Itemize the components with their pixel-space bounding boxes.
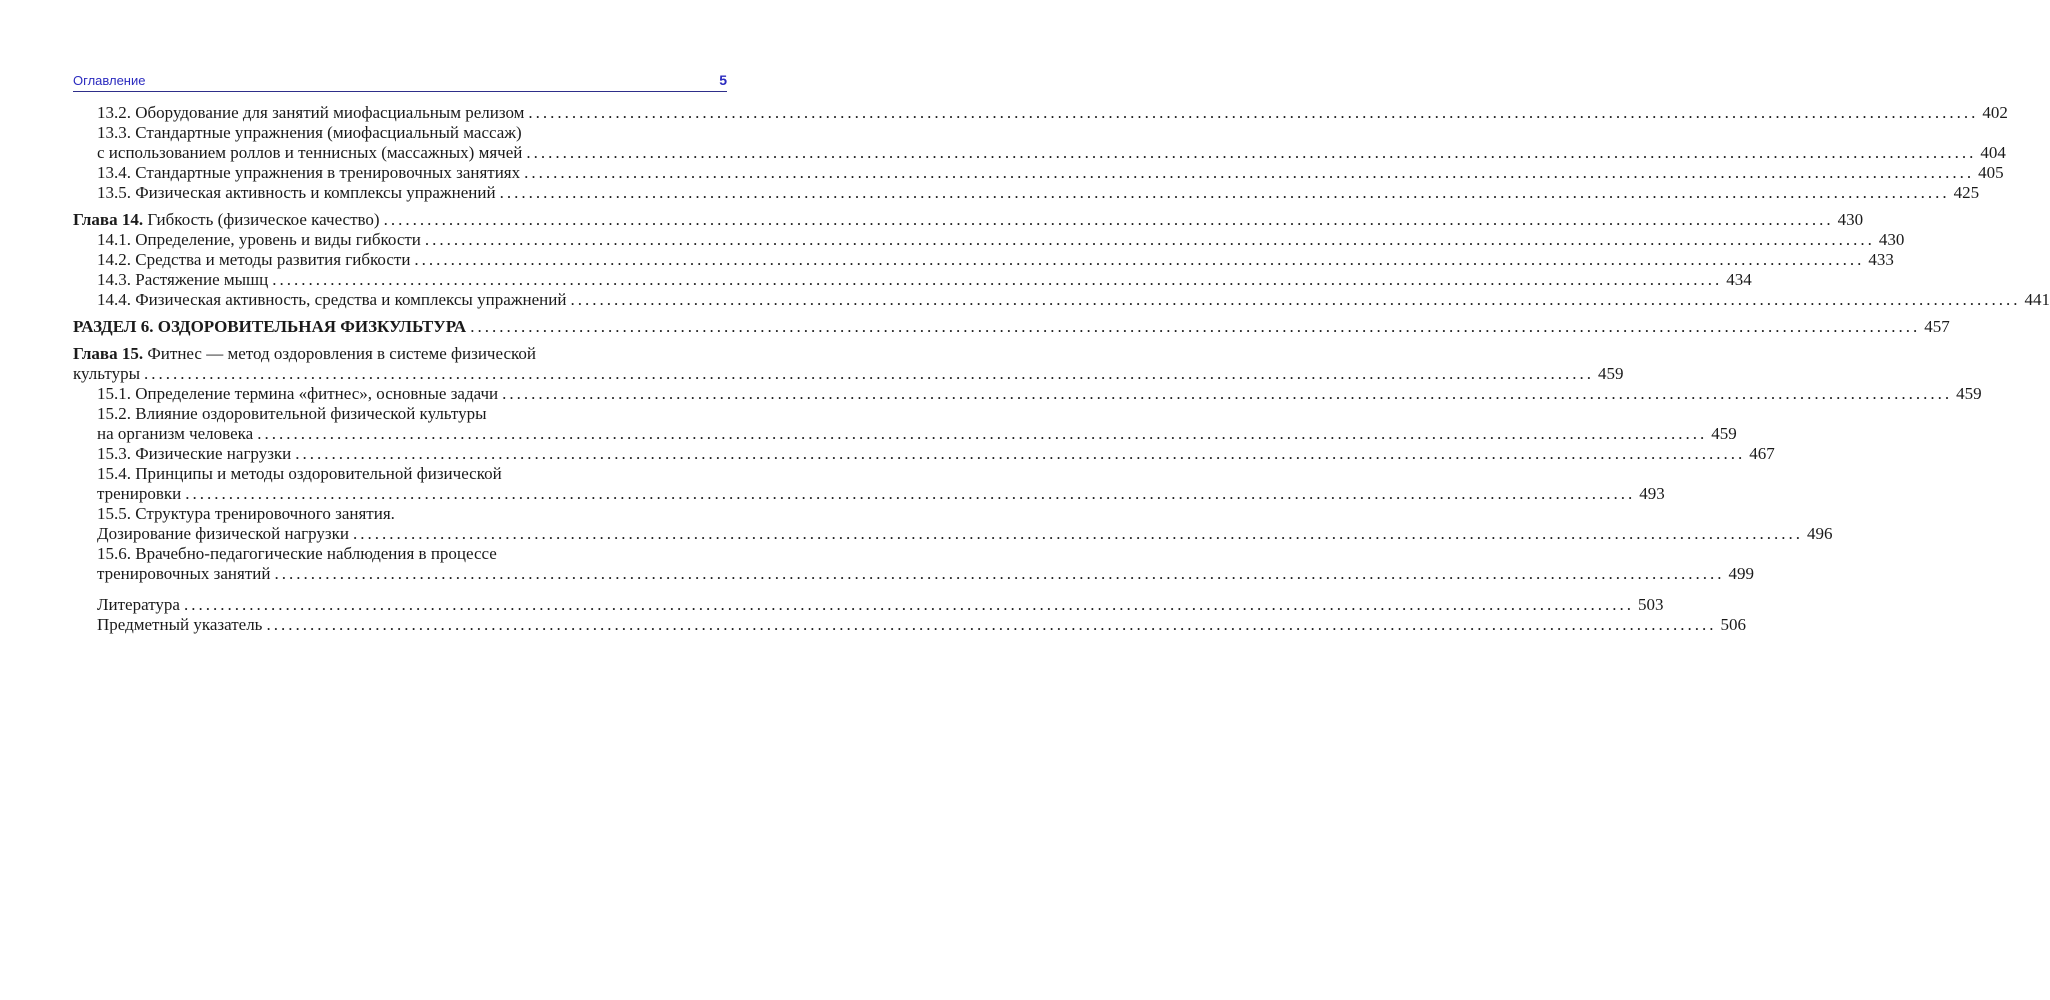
toc-entry-text: 13.2. Оборудование для занятий миофасциальным релизом [97,103,525,122]
leader-dots: ........................................................................................................................................................................................................ [144,364,1594,383]
toc-entry-page: 457 [1924,317,1950,336]
toc-entry-page: 467 [1749,444,1775,463]
toc-entry-text: 13.4. Стандартные упражнения в тренировочных занятиях [97,163,521,182]
chapter-title: Гибкость (физическое качество) [143,210,380,229]
toc-entry-15-6-line2[interactable] [73,564,1754,584]
toc-entry-14-2[interactable] [73,250,1894,270]
toc-entry-page: 459 [1598,364,1624,383]
spacer [73,203,727,210]
section-title: РАЗДЕЛ 6. ОЗДОРОВИТЕЛЬНАЯ ФИЗКУЛЬТУРА [73,317,467,336]
toc-entry-page: 425 [1953,183,1980,202]
toc-entry-15-4-line2[interactable] [73,484,1665,504]
toc-entry-page: 459 [1711,424,1737,443]
running-header-page-number: 5 [719,72,727,88]
toc-entry-13-5[interactable] [73,183,1980,203]
leader-dots: ........................................................................................................................................................................................................ [266,615,1717,634]
toc-entry-text: 15.1. Определение термина «фитнес», основные задачи [97,384,499,403]
running-header-title: Оглавление [73,73,146,88]
leader-dots: ........................................................................................................................................................................................................ [257,424,1708,443]
leader-dots: ........................................................................................................................................................................................................ [502,384,1953,403]
toc-entry-page: 430 [1878,230,1905,249]
toc-entry-page: 430 [1837,210,1864,229]
leader-dots: ........................................................................................................................................................................................................ [499,183,1950,202]
toc-entry-15-5-line1[interactable]: 15.5. Структура тренировочного занятия. [97,504,395,523]
toc-entry-page: 506 [1720,615,1746,634]
leader-dots: ........................................................................................................................................................................................................ [570,290,2021,309]
toc-entry-page: 496 [1806,524,1833,543]
chapter-title: Фитнес — метод оздоровления в системе физической [143,344,536,363]
toc-chapter-15-line1[interactable] [73,344,727,364]
chapter-prefix: Глава 15. [73,344,144,363]
toc-entry-15-2-line2[interactable] [73,424,1737,444]
toc-entry-page: 499 [1728,564,1754,583]
spacer [73,584,727,595]
spacer [73,310,727,317]
spacer [73,337,727,344]
toc-entry-text: с использованием роллов и теннисных (массажных) мячей [97,143,523,162]
leader-dots: ........................................................................................................................................................................................................ [524,163,1975,182]
toc-entry-14-3[interactable] [73,270,1752,290]
toc-entry-13-4[interactable] [73,163,2004,183]
table-of-contents [73,103,2050,635]
toc-entry-text: 14.1. Определение, уровень и виды гибкости [97,230,421,249]
toc-entry-15-5-line2[interactable] [73,524,1833,544]
leader-dots: ........................................................................................................................................................................................................ [185,484,1636,503]
toc-entry-14-4[interactable] [73,290,2050,310]
leader-dots: ........................................................................................................................................................................................................ [183,595,1634,614]
toc-entry-13-3-line1[interactable]: 13.3. Стандартные упражнения (миофасциальный массаж) [97,123,522,142]
toc-entry-15-4-line1[interactable]: 15.4. Принципы и методы оздоровительной физической [97,464,502,483]
toc-entry-15-2-line1[interactable]: 15.2. Влияние оздоровительной физической культуры [97,404,487,423]
toc-entry-text: тренировочных занятий [97,564,271,583]
toc-entry-text: 14.3. Растяжение мышц [97,270,269,289]
toc-entry-text: Дозирование физической нагрузки [97,524,349,543]
toc-entry-15-3[interactable] [73,444,1775,464]
toc-entry-text: 14.4. Физическая активность, средства и комплексы упражнений [97,290,567,309]
leader-dots: ........................................................................................................................................................................................................ [528,103,1979,122]
toc-entry-page: 434 [1726,270,1752,289]
toc-entry-page: 404 [1980,143,2006,162]
leader-dots: ........................................................................................................................................................................................................ [295,444,1746,463]
toc-entry-page: 493 [1639,484,1665,503]
toc-chapter-14[interactable] [73,210,1864,230]
leader-dots: ........................................................................................................................................................................................................ [470,317,1921,336]
leader-dots: ........................................................................................................................................................................................................ [383,210,1834,229]
toc-entry-13-3-line2[interactable] [73,143,2006,163]
toc-entry-text: 14.2. Средства и методы развития гибкости [97,250,411,269]
toc-entry-13-2[interactable] [73,103,2008,123]
toc-entry-text: 13.5. Физическая активность и комплексы упражнений [97,183,496,202]
toc-entry-text [73,210,380,230]
leader-dots: ........................................................................................................................................................................................................ [526,143,1977,162]
leader-dots: ........................................................................................................................................................................................................ [352,524,1803,543]
toc-entry-subject-index[interactable] [73,615,1746,635]
toc-entry-literature[interactable] [73,595,1664,615]
toc-entry-page: 402 [1982,103,2008,122]
toc-entry-page: 433 [1868,250,1894,269]
toc-entry-text: на организм человека [97,424,254,443]
leader-dots: ........................................................................................................................................................................................................ [272,270,1723,289]
leader-dots: ........................................................................................................................................................................................................ [414,250,1865,269]
toc-entry-text: Предметный указатель [97,615,263,634]
toc-entry-page: 405 [1978,163,2004,182]
toc-entry-15-6-line1[interactable]: 15.6. Врачебно-педагогические наблюдения в процессе [97,544,497,563]
toc-entry-text: тренировки [97,484,182,503]
toc-entry-text: Литература [97,595,180,614]
toc-entry-page: 503 [1637,595,1664,614]
toc-entry-15-1[interactable] [73,384,1982,404]
toc-entry-page: 441 [2024,290,2050,309]
leader-dots: ........................................................................................................................................................................................................ [424,230,1875,249]
leader-dots: ........................................................................................................................................................................................................ [274,564,1725,583]
running-header [73,71,727,92]
toc-entry-page: 459 [1956,384,1982,403]
toc-entry-text: культуры [73,364,140,383]
toc-chapter-15-line2[interactable] [73,364,1624,384]
chapter-prefix: Глава 14. [73,210,144,229]
toc-entry-14-1[interactable] [73,230,1905,250]
toc-section-6[interactable] [73,317,1950,337]
toc-entry-text: 15.3. Физические нагрузки [97,444,292,463]
